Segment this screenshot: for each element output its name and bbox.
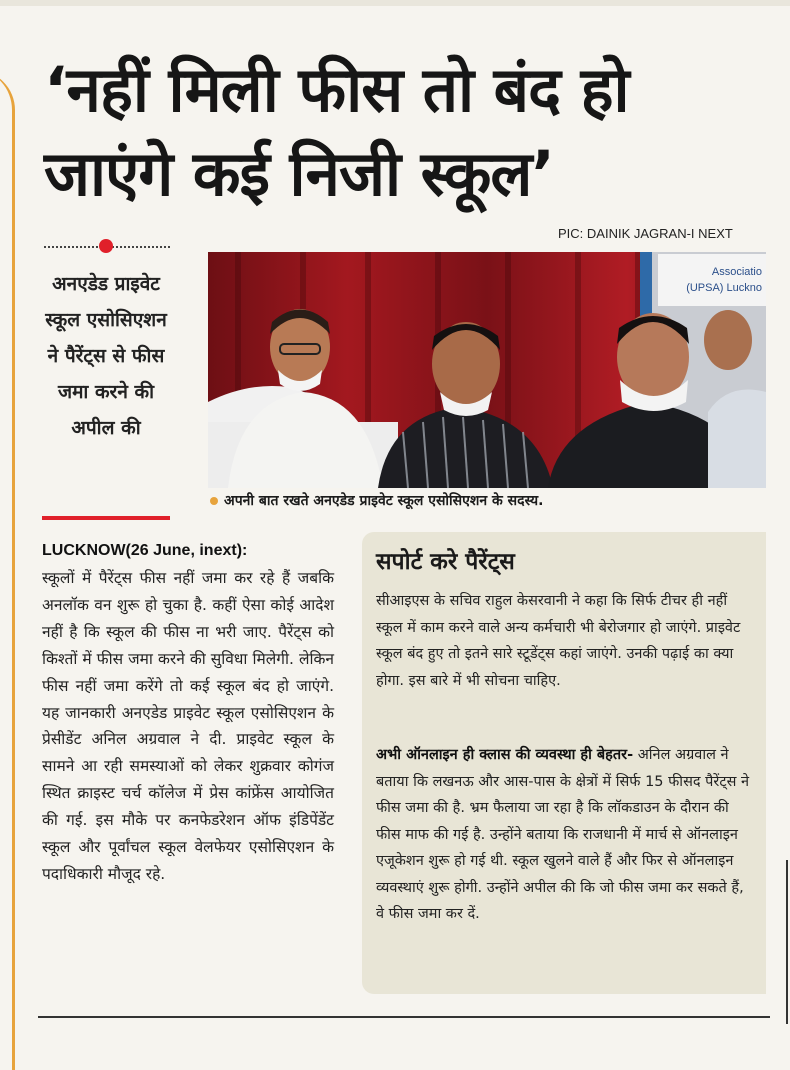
- box-paragraph-2-text: अनिल अग्रवाल ने बताया कि लखनऊ और आस-पास के क्षेत्रों में सिर्फ 15 फीसद पैरेंट्स ने फीस जमा की है. भ्रम फैलाया जा रहा है कि लॉकडाउन के दौरान की फीस माफ की गई है. उन्होंने बताया कि राजधानी में मार्च से ऑनलाइन एजूकेशन शुरू हो गई थी. स्कूल खुलने वाले हैं और फिर से ऑनलाइन व्यवस्थाएं शुरू होगी. उन्होंने अपील की कि जो फीस जमा कर सकते हैं, वे फीस जमा कर दें.: [376, 747, 750, 922]
- top-strip: [0, 0, 790, 6]
- banner-line-1: Associatio: [711, 266, 762, 278]
- caption-bullet-icon: [210, 497, 218, 505]
- box-paragraph-2: [376, 742, 756, 928]
- sidebar-blurb: अनएडेड प्राइवेट स्कूल एसोसिएशन ने पैरेंट्स से फीस जमा करने की अपील की: [45, 273, 167, 439]
- page-margin-curve: [0, 70, 15, 1070]
- red-rule: [42, 516, 170, 520]
- banner-line-2: (UPSA) Luckno: [686, 282, 762, 294]
- photo-caption-text: अपनी बात रखते अनएडेड प्राइवेट स्कूल एसोसिएशन के सदस्य.: [224, 493, 544, 509]
- dateline: LUCKNOW(26 June, inext):: [42, 542, 248, 559]
- headline: ‘नहीं मिली फीस तो बंद हो जाएंगे कई निजी स्कूल’: [44, 53, 629, 210]
- association-banner: [658, 254, 766, 306]
- article-body: स्कूलों में पैरेंट्स फीस नहीं जमा कर रहे हैं जबकि अनलॉक वन शुरू हो चुका है. कहीं ऐसा कोई आदेश नहीं है कि स्कूल की फीस ना भरी जाए. पैरेंट्स को किश्तों में फीस जमा करने की सुविधा मिलेगी. लेकिन फीस नहीं जमा करेंगे तो कई स्कूल बंद हो जाएंगे. यह जानकारी अनएडेड प्राइवेट स्कूल एसोसिएशन के प्रेसीडेंट अनिल अग्रवाल ने दी. प्राइवेट स्कूल के सामने आ रही समस्याओं को लेकर शुक्रवार कोगंज स्थित क्राइस्ट चर्च कॉलेज में प्रेस कांफ्रेंस आयोजित की गई. इस मौके पर कनफेडरेशन ऑफ इंडिपेंडेंट स्कूल और पूर्वांचल स्कूल वेलफेयर एसोसिएशन के पदाधिकारी मौजूद रहे.: [42, 569, 334, 883]
- box-paragraph-1: सीआइएस के सचिव राहुल केसरवानी ने कहा कि सिर्फ टीचर ही नहीं स्कूल में काम करने वाले अन्य कर्मचारी भी बेरोजगार हो जाएंगे. प्राइवेट स्कूल बंद हुए तो इतने सारे स्टूडेंट्स कहां जाएंगे. उनकी पढ़ाई का क्या होगा. इस बारे में भी सोचना चाहिए.: [376, 593, 741, 689]
- divider-dot: [99, 239, 113, 253]
- press-conference-photo: [208, 252, 766, 488]
- photo-caption: [208, 490, 766, 512]
- photo-credit: PIC: DAINIK JAGRAN-I NEXT: [558, 226, 733, 241]
- box-title: सपोर्ट करे पैरेंट्स: [376, 549, 515, 575]
- right-edge-rule: [786, 860, 788, 1024]
- box-paragraph-2-lead: अभी ऑनलाइन ही क्लास की व्यवस्था ही बेहतर-: [376, 747, 634, 763]
- bottom-rule: [38, 1016, 770, 1018]
